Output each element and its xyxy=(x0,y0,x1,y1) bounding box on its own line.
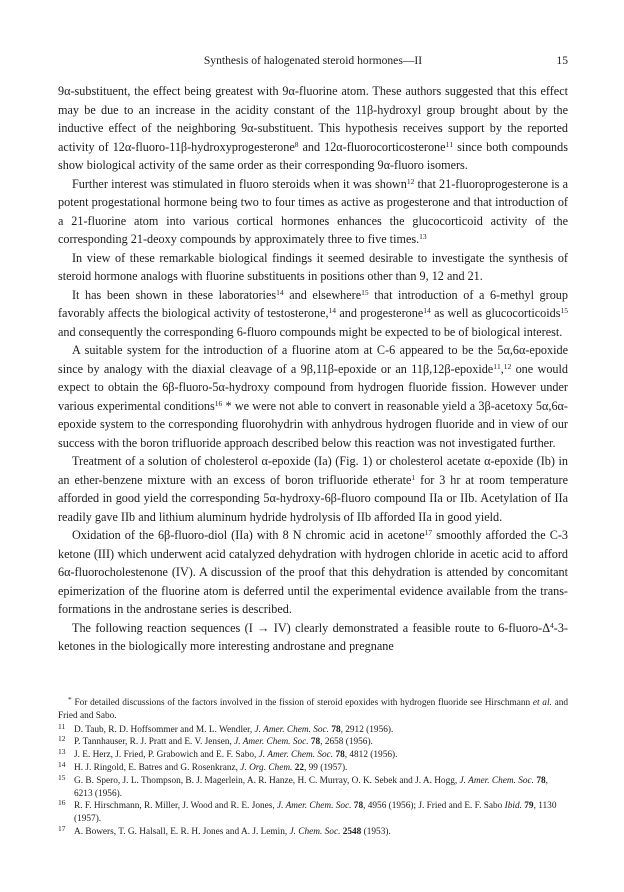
paragraph: In view of these remarkable biological findings it seemed desirable to investigate the synthesis of steroid hormone analogs with fluorine substituents in positions other than 9, 12 and 21. xyxy=(58,250,568,283)
reference-text: G. B. Spero, J. L. Thompson, B. J. Magerlein, A. R. Hanze, H. C. Murray, O. K. Sebek and J. A. Hogg, J. Amer. Chem. Soc. 78, 6213 (1956). xyxy=(74,775,548,799)
paragraph: Further interest was stimulated in fluoro steroids when it was shown$^{12}$ that 21-fluoroprogesterone is a potent progestational hormone being two to four times as active as progesterone and that introduction of a 21-fluorine atom into various cortical hormones enhances the glucocorticoid activity of the corresponding 21-deoxy compounds by approximately three to five times.$^{13}$ xyxy=(58,176,568,246)
paragraph: Treatment of a solution of cholesterol α-epoxide (Ia) (Fig. 1) or cholesterol acetate α-epoxide (Ib) in an ether-benzene mixture with an excess of boron trifluoride etherate$^1$ for 3 hr at room temperature afforded in good yield the corresponding 5α-hydroxy-6β-fluoro compound IIa or IIb. Acetylation of IIa readily gave IIb and lithium aluminum hydride hydrolysis of IIb afforded IIa in good yield. xyxy=(58,454,568,524)
reference-text: H. J. Ringold, E. Batres and G. Rosenkranz, J. Org. Chem. 22, 99 (1957). xyxy=(74,762,348,773)
reference-text: R. F. Hirschmann, R. Miller, J. Wood and R. E. Jones, J. Amer. Chem. Soc. 78, 4956 (1956); J. Fried and E. F. Sabo Ibid. 79, 1130 (1957). xyxy=(74,801,557,825)
footnote xyxy=(58,697,568,723)
paragraph: 9α-substituent, the effect being greatest with 9α-fluorine atom. These authors suggested that this effect may be due to an increase in the acidity constant of the 11β-hydroxyl group brought about by the inductive effect of the neighboring 9α-substituent. This hypothesis receives support by the reported activity of 12α-fluoro-11β-hydroxyprogesterone$^8$ and 12α-fluorocorticosterone$^{11}$ since both compounds show biological activity of the same order as their corresponding 9α-fluoro isomers. xyxy=(58,84,568,172)
running-title: Synthesis of halogenated steroid hormones—II xyxy=(203,54,423,67)
reference-item: 13 J. E. Herz, J. Fried, P. Grabowich and E. F. Sabo, J. Amer. Chem. Soc. 78, 4812 (1956). xyxy=(58,747,398,761)
footnote-text: For detailed discussions of the factors involved in the fission of steroid epoxides with hydrogen fluoride see Hirschmann et al. and Fried and Sabo. xyxy=(58,698,568,721)
body-text xyxy=(58,82,568,656)
reference-list xyxy=(58,721,568,839)
reference-item: 11 D. Taub, R. D. Hoffsommer and M. L. Wendler, J. Amer. Chem. Soc. 78, 2912 (1956). xyxy=(58,721,394,735)
reference-text: P. Tannhauser, R. J. Pratt and E. V. Jensen, J. Amer. Chem. Soc. 78, 2658 (1956). xyxy=(74,737,373,748)
reference-item: 12 P. Tannhauser, R. J. Pratt and E. V. Jensen, J. Amer. Chem. Soc. 78, 2658 (1956). xyxy=(58,734,373,748)
reference-item: 17 A. Bowers, T. G. Halsall, E. R. H. Jones and A. J. Lemin, J. Chem. Soc. 2548 (1953). xyxy=(58,823,391,837)
paragraph: It has been shown in these laboratories$^{14}$ and elsewhere$^{15}$ that introduction of a 6-methyl group favorably affects the biological activity of testosterone,$^{14}$ and progesterone$^{14}$ as well as glucocorticoids$^{15}$ and consequently the corresponding 6-fluoro compounds might be expected to be of biological interest. xyxy=(58,287,568,339)
running-header xyxy=(58,53,568,69)
paragraph: A suitable system for the introduction of a fluorine atom at C-6 appeared to be the 5α,6α-epoxide since by analogy with the diaxial cleavage of a 9β,11β-epoxide or an 11β,12β-epoxide$^{11}$,$^{12}$ one would expect to obtain the 6β-fluoro-5α-hydroxy compound from hydrogen fluoride fission. However under various experimental conditions$^{16}$ * we were not able to convert in reasonable yield a 3β-acetoxy 5α,6α-epoxide system to the corresponding fluorohydrin with anhydrous hydrogen fluoride and in view of our success with the boron trifluoride approach described below this reaction was not investigated further. xyxy=(58,343,568,450)
footnotes xyxy=(58,697,568,839)
reference-item: 15 G. B. Spero, J. L. Thompson, B. J. Magerlein, A. R. Hanze, H. C. Murray, O. K. Sebek and J. A. Hogg, J. Amer. Chem. Soc. 78, 6213 (1956). xyxy=(58,772,548,799)
reference-text: A. Bowers, T. G. Halsall, E. R. H. Jones and A. J. Lemin, J. Chem. Soc. 2548 (1953). xyxy=(74,826,391,837)
footnote-marker: * xyxy=(68,695,72,704)
reference-item: 16 R. F. Hirschmann, R. Miller, J. Wood and R. E. Jones, J. Amer. Chem. Soc. 78, 4956 (1956); J. Fried and E. F. Sabo Ibid. 79, 1130 (1957). xyxy=(58,798,557,825)
reference-text: J. E. Herz, J. Fried, P. Grabowich and E. F. Sabo, J. Amer. Chem. Soc. 78, 4812 (1956). xyxy=(74,750,398,761)
paragraph: Oxidation of the 6β-fluoro-diol (IIa) with 8 N chromic acid in acetone$^{17}$ smoothly afforded the C-3 ketone (III) which underwent acid catalyzed dehydration with hydrogen chloride in acetic acid to afford 6α-fluorocholestenone (IV). A discussion of the proof that this dehydration is attended by concomitant epimerization of the fluorine atom is deferred until the experimental evidence available from the trans-formations in the androstane series is described. xyxy=(58,528,568,616)
reference-item: 14 H. J. Ringold, E. Batres and G. Rosenkranz, J. Org. Chem. 22, 99 (1957). xyxy=(58,759,348,773)
page-number: 15 xyxy=(556,54,568,67)
paragraph: The following reaction sequences (I → IV) clearly demonstrated a feasible route to $6-fluoro-\Delta^4-3$-ketones in the biologically more interesting androstane and pregnane xyxy=(58,620,568,653)
reference-text: D. Taub, R. D. Hoffsommer and M. L. Wendler, J. Amer. Chem. Soc. 78, 2912 (1956). xyxy=(74,724,394,735)
